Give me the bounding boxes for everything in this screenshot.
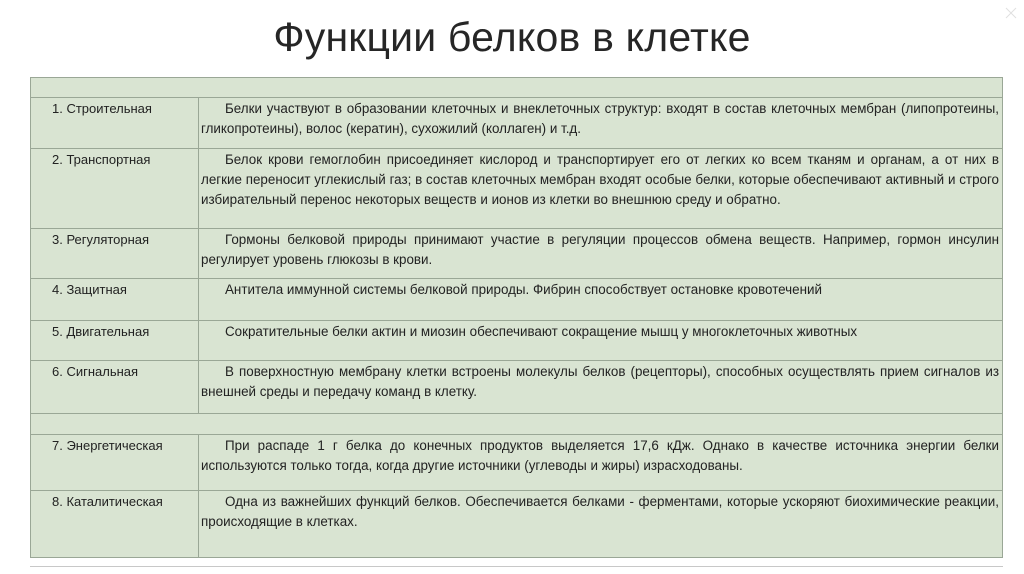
table-row (31, 148, 1002, 228)
table-row (31, 360, 1002, 413)
table-row (31, 434, 1002, 490)
function-description: Сократительные белки актин и миозин обеспечивают сокращение мышц у многоклеточных животных (225, 324, 858, 339)
table-row (31, 228, 1002, 278)
table-row-empty (31, 413, 1002, 434)
function-description: При распаде 1 г белка до конечных продуктов выделяется 17,6 кДж. Однако в качестве источника энергии белки используются только тогда, когда другие источники (углеводы и жиры) израсходованы. (201, 438, 999, 473)
function-description: Антитела иммунной системы белковой природы. Фибрин способствует остановке кровотечений (225, 282, 822, 297)
function-description: Гормоны белковой природы принимают участие в регуляции процессов обмена веществ. Например, гормон инсулин регулирует уровень глюкозы в крови. (201, 232, 999, 267)
function-description: В поверхностную мембрану клетки встроены молекулы белков (рецепторы), способных осуществлять прием сигналов из внешней среды и передачу команд в клетку. (201, 364, 999, 399)
function-name: 4. Защитная (31, 279, 199, 320)
page-title: Функции белков в клетке (273, 14, 751, 60)
corner-marker-icon (1004, 6, 1018, 20)
bottom-divider (30, 566, 1003, 567)
function-name: 6. Сигнальная (31, 361, 199, 413)
function-name: 3. Регуляторная (31, 229, 199, 278)
functions-table (30, 77, 1003, 558)
function-name: 2. Транспортная (31, 149, 199, 228)
function-description: Одна из важнейших функций белков. Обеспечивается белками - ферментами, которые ускоряют биохимические реакции, происходящие в клетках. (201, 494, 999, 529)
table-row (31, 97, 1002, 148)
function-name: 7. Энергетическая (31, 435, 199, 490)
table-row (31, 320, 1002, 360)
table-row (31, 490, 1002, 557)
table-header-empty (31, 78, 1002, 97)
function-description: Белок крови гемоглобин присоединяет кислород и транспортирует его от легких ко всем тканям и органам, а от них в легкие переносит углекислый газ; в состав клеточных мембран входят особые белки, которые обеспечивают активный и строго избирательный перенос некоторых веществ и ионов из клетки во внешнюю среду и обратно. (201, 152, 999, 207)
function-name: 1. Строительная (31, 98, 199, 148)
table-row (31, 278, 1002, 320)
function-name: 5. Двигательная (31, 321, 199, 360)
function-name: 8. Каталитическая (31, 491, 199, 557)
function-description: Белки участвуют в образовании клеточных и внеклеточных структур: входят в состав клеточных мембран (липопротеины, гликопротеины), волос (кератин), сухожилий (коллаген) и т.д. (201, 101, 999, 136)
